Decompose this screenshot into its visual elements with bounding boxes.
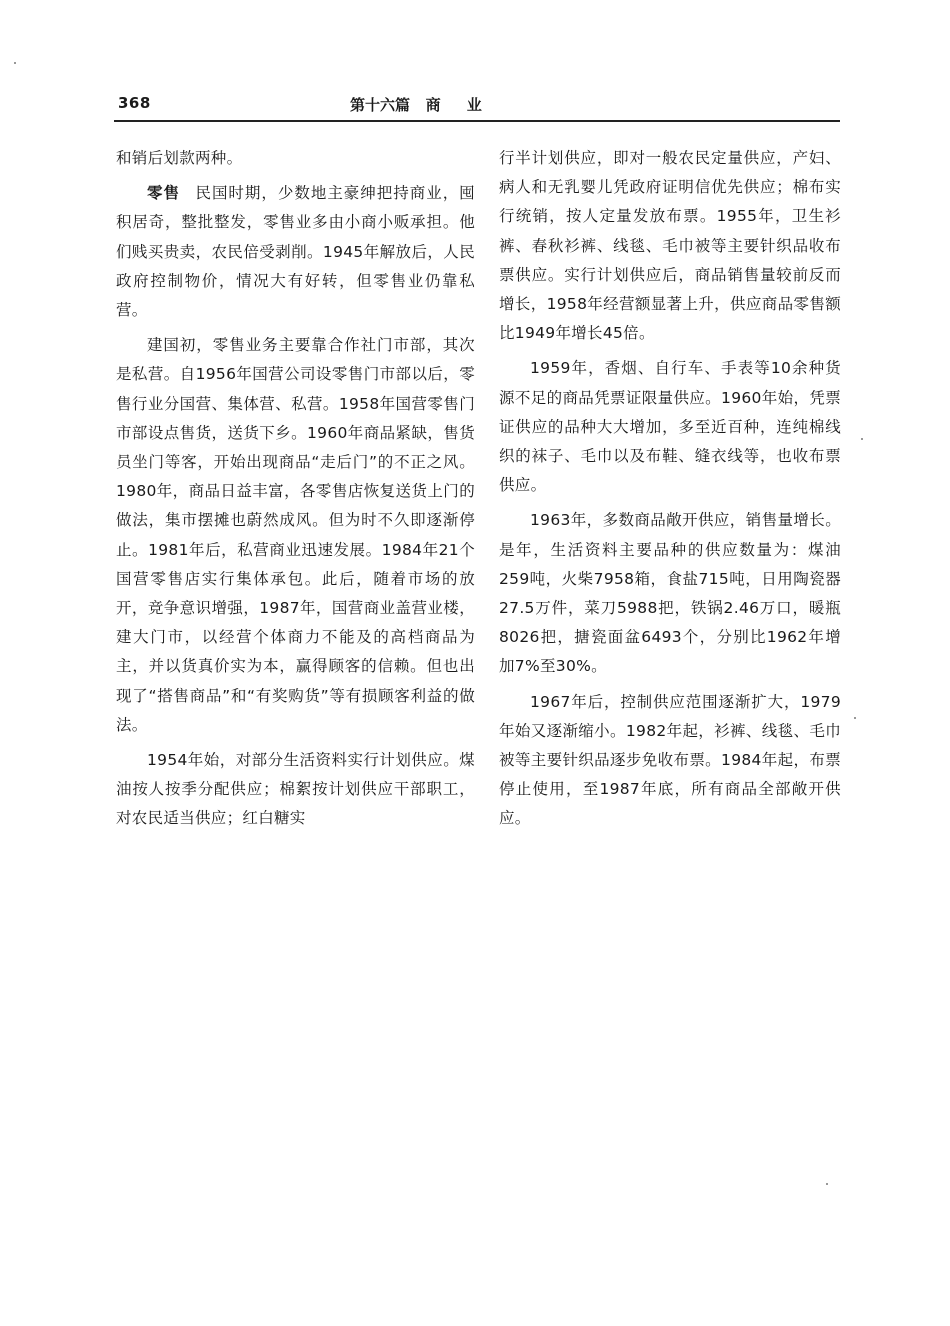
scan-speck bbox=[861, 438, 863, 440]
header-rule bbox=[114, 120, 840, 122]
scan-speck bbox=[14, 62, 16, 64]
running-head: 第十六篇 商 业 bbox=[350, 96, 482, 114]
right-paragraph-3: 1963年，多数商品敞开供应，销售量增长。是年，生活资料主要品种的供应数量为：煤油259吨，火柴7958箱，食盐715吨，日用陶瓷器27.5万件，菜刀5988把，铁锅2.46万口，暖瓶8026把，搪瓷面盆6493个，分别比1962年增加7%至30%。 bbox=[499, 511, 841, 676]
left-paragraph-4: 1954年始，对部分生活资料实行计划供应。煤油按人按季分配供应；棉絮按计划供应干部职工，对农民适当供应；红白糖实 bbox=[116, 751, 475, 828]
left-paragraph-2-text: 民国时期，少数地主豪绅把持商业，囤积居奇，整批整发，零售业多由小商小贩承担。他们贱买贵卖，农民倍受剥削。1945年解放后，人民政府控制物价，情况大有好转，但零售业仍靠私营。 bbox=[116, 184, 475, 320]
scan-speck bbox=[854, 717, 856, 719]
right-paragraph-2: 1959年，香烟、自行车、手表等10余种货源不足的商品凭票证限量供应。1960年始，凭票证供应的品种大大增加，多至近百种，连纯棉线织的袜子、毛巾以及布鞋、缝衣线等，也收布票供应。 bbox=[499, 359, 841, 495]
left-paragraph-1: 和销后划款两种。 bbox=[116, 149, 243, 167]
left-paragraph-2 bbox=[116, 179, 475, 325]
page-number: 368 bbox=[118, 94, 151, 112]
scan-speck bbox=[826, 1183, 828, 1185]
right-paragraph-4: 1967年后，控制供应范围逐渐扩大，1979年始又逐渐缩小。1982年起，衫裤、线毯、毛巾被等主要针织品逐步免收布票。1984年起，布票停止使用，至1987年底，所有商品全部敞开供应。 bbox=[499, 692, 841, 828]
right-paragraph-1: 行半计划供应，即对一般农民定量供应，产妇、病人和无乳婴儿凭政府证明信优先供应；棉布实行统销，按人定量发放布票。1955年，卫生衫裤、春秋衫裤、线毯、毛巾被等主要针织品收布票供应。实行计划供应后，商品销售量较前反而增长，1958年经营额显著上升，供应商品零售额比1949年增长45倍。 bbox=[499, 149, 841, 343]
section-heading-retail: 零售 bbox=[147, 184, 180, 203]
left-paragraph-3: 建国初，零售业务主要靠合作社门市部，其次是私营。自1956年国营公司设零售门市部以后，零售行业分国营、集体营、私营。1958年国营零售门市部设点售货，送货下乡。1960年商品紧缺，售货员坐门等客，开始出现商品“走后门”的不正之风。1980年，商品日益丰富，各零售店恢复送货上门的做法，集市摆摊也蔚然成风。但为时不久即逐渐停止。1981年后，私营商业迅速发展。1984年21个国营零售店实行集体承包。此后，随着市场的放开，竞争意识增强，1987年，国营商业盖营业楼，建大门市，以经营个体商力不能及的高档商品为主，并以货真价实为本，赢得顾客的信赖。但也出现了“搭售商品”和“有奖购货”等有损顾客利益的做法。 bbox=[116, 336, 475, 734]
right-column bbox=[499, 144, 841, 840]
left-column bbox=[116, 144, 475, 840]
